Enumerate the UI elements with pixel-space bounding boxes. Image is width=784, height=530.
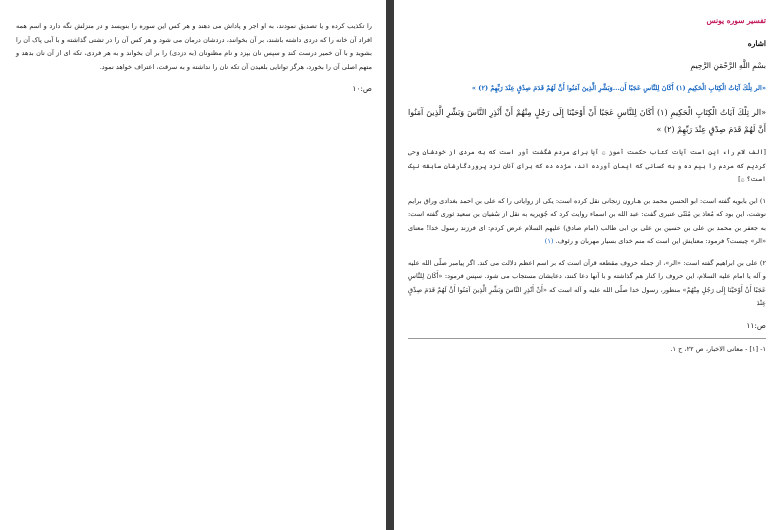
sura-title: تفسیر سوره یونس [706, 16, 766, 25]
left-paragraph: را تکذیب کرده و یا تصدیق نمودند، به او اجر و پاداش می دهند و هر کس این سوره را بنویسد و در منزلش نگه دارد و اسم همه افراد آن خانه را که دردی داشته باشند، بر آن بخوانند، دردشان درمان می شود و هر کس آن را در تشتی گذاشته و با آبی پاک آن را بشوید و با آن خمیر درست کند و سپس نان بپزد و نام مظنونان (به دزدی) را بر آن بخواند و به هر فردی، تکه ای از آن نان بدهد و متهم اصلی آن را بخورد، هرگز توانایی بلعیدن آن تکه نان را نداشته و به سرقت، اعتراف خواهد نمود. [16, 22, 372, 71]
page-divider [386, 0, 394, 530]
commentary-paragraph-2: ۲) علی بن ابراهیم گفته است: «الر»، از جمله حروف مقطعه قرآن است که بر اسم اعظم دلالت می کند. اگر پیامبر صلّی الله علیه و آله یا امام علیه السلام، این حروف را کنار هم گذاشته و با آنها دعا کنند، دعایشان مستجاب می شود. سپس فرمود: «أَكَانَ لِلنَّاسِ عَجَبًا أَنْ أَوْحَيْنَا إِلَى رَجُلٍ مِنْهُمْ» منظور، رسول خدا صلّی الله علیه و آله است که «أَنْ أَنْذِرِ النَّاسَ وَبَشِّرِ الَّذِينَ آمَنُوا أَنَّ لَهُمْ قَدَمَ صِدْقٍ عِنْدَ [408, 258, 766, 307]
translation-paragraph: [الف لام راء این است آیات کتاب حکمت آموز ۞ آیا برای مردم شگفت آور است که به مردی از خودشان وحی کردیم که مردم را بیم ده و به کسانی که ایمان آورده اند، مژده ده که برای آنان نزد پروردگارشان سابقه نیک است؟ ۞] [408, 148, 766, 183]
arabic-verse-text: «الر تِلْكَ آيَاتُ الْكِتَابِ الْحَكِيمِ (١) أَكَانَ لِلنَّاسِ عَجَبًا أَنْ أَوْحَيْنَا إِلَى رَجُلٍ مِنْهُمْ أَنْ أَنْذِرِ النَّاسَ وَبَشِّرِ الَّذِينَ آمَنُوا أَنَّ لَهُمْ قَدَمَ صِدْقٍ عِنْدَ رَبِّهِمْ (٢) » [408, 108, 767, 134]
right-page-number: ص:۱۱ [746, 320, 766, 330]
right-page [394, 0, 784, 530]
left-page-number: ص:۱۰ [352, 84, 372, 93]
footnote-separator [408, 338, 766, 339]
section-heading: اشاره [747, 39, 766, 48]
commentary-1-text: ۱) ابن بابویه گفته است: ابو الحسن محمد بن هـارون زنجانی نقل کرده است: یکی از روایاتی را که علی بن احمد بغدادی وراق برایم نوشت، این بود که مُعاذ بن مُثَنّی عنبری گفت: عبد الله بن اسماء روایت کرد که جُوَیریه به نقل از سُفیان بن سعید ثوری گفته است: به جعفر بن محمد بن علی بن حسین بن علی بن ابی طالب (امام صادق) علیهم السلام عرض کردم: ای فرزند رسول خدا! معنای «الر» چیست؟ فرمود: معنایش این است که منم خدای بسیار مهربان و رئوف. [408, 196, 766, 245]
footnote: ۱- [۱] - معانی الاخبار، ص ۲۲، ح ۱. [670, 345, 766, 354]
verse-title: «الر تِلْكَ آيَاتُ الْكِتَابِ الْحَكِيمِ (١) أَكَانَ لِلنَّاسِ عَجَبًا أَن...وَبَشِّرِ الَّذِينَ آمَنُوا أَنَّ لَهُمْ قَدَمَ صِدْقٍ عِنْدَ رَبِّهِمْ (٢) » [471, 84, 766, 92]
left-page [0, 0, 386, 530]
commentary-paragraph-1 [408, 195, 766, 249]
footnote-ref-link[interactable]: (۱) [544, 237, 554, 245]
basmala: بسْمِ اللَّهِ الرَّحْمَنِ الرَّحِيمِ [690, 61, 766, 70]
